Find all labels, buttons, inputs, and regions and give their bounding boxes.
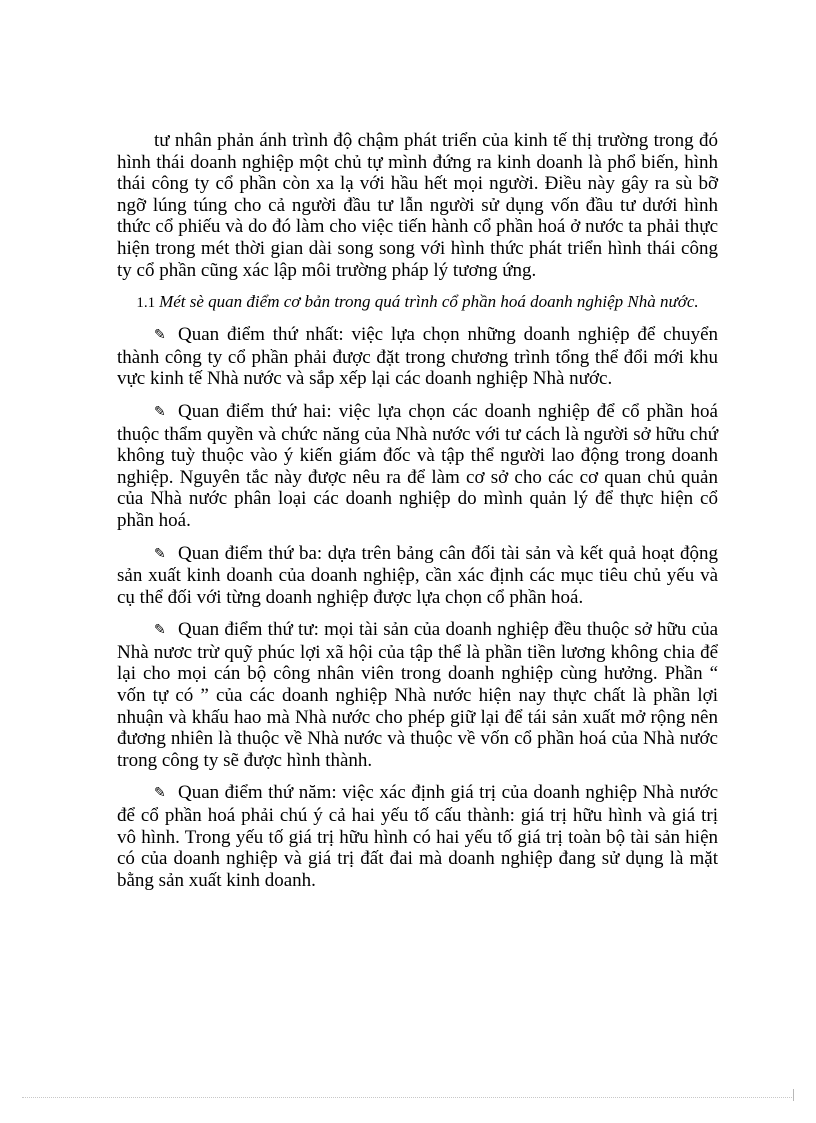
bullet-paragraph-3: [117, 543, 718, 609]
bullet-paragraph-4: [117, 619, 718, 771]
pencil-icon: ✎: [154, 623, 166, 639]
pencil-icon: ✎: [154, 328, 166, 344]
bullet-text: Quan điểm thứ nhất: việc lựa chọn những doanh nghiệp để chuyển thành công ty cổ phần phải được đặt trong chương trình tổng thể đổi mới khu vực kinh tế Nhà nước và sắp xếp lại các doanh nghiệp Nhà nước.: [117, 324, 718, 390]
page-content: [117, 130, 718, 902]
continuation-paragraph: tư nhân phản ánh trình độ chậm phát triển của kinh tế thị trường trong đó hình thái doanh nghiệp một chủ tự mình đứng ra kinh doanh là phổ biến, hình thái công ty cổ phần còn xa lạ với hầu hết mọi người. Điều này gây ra sù bỡ ngỡ lúng túng cho cả người đầu tư lẫn người sử dụng vốn đầu tư dưới hình thức cổ phiếu và do đó làm cho việc tiến hành cổ phần hoá ở nước ta phải thực hiện trong mét thời gian dài song song với hình thức phát triển hình thái công ty cổ phần cũng xác lập môi trường pháp lý tương ứng.: [117, 130, 718, 281]
bullet-text: Quan điểm thứ ba: dựa trên bảng cân đối tài sản và kết quả hoạt động sản xuất kinh doanh của doanh nghiệp, cần xác định các mục tiêu chủ yếu và cụ thể đối với từng doanh nghiệp được lựa chọn cổ phần hoá.: [117, 542, 718, 608]
bullet-paragraph-2: [117, 401, 718, 532]
pencil-icon: ✎: [154, 786, 166, 802]
bullet-paragraph-5: [117, 782, 718, 891]
pencil-icon: ✎: [154, 546, 166, 562]
page-footer-divider: [22, 1097, 794, 1098]
bullet-text: Quan điểm thứ tư: mọi tài sản của doanh nghiệp đều thuộc sở hữu của Nhà nươc trừ quỹ phúc lợi xã hội của tập thể là phần tiền lương không chia để lại cho mọi cán bộ công nhân viên trong doanh nghiệp cùng hưởng. Phần “ vốn tự có ” của các doanh nghiệp Nhà nước hiện nay thực chất là phần lợi nhuận và khấu hao mà Nhà nước cho phép giữ lại để tái sản xuất mở rộng nên đương nhiên là thuộc về Nhà nước và thuộc về vốn cổ phần hoá của Nhà nước trong công ty sẽ được hình thành.: [117, 619, 718, 771]
page-corner-mark: [793, 1089, 794, 1101]
section-title: Mét sè quan điểm cơ bản trong quá trình cổ phần hoá doanh nghiệp Nhà nước.: [159, 292, 699, 312]
bullet-text: Quan điểm thứ năm: việc xác định giá trị của doanh nghiệp Nhà nước để cổ phần hoá phải chú ý cả hai yếu tố cấu thành: giá trị hữu hình và giá trị vô hình. Trong yếu tố giá trị hữu hình có hai yếu tố giá trị toàn bộ tài sản hiện có của doanh nghiệp và giá trị đất đai mà doanh nghiệp đang sử dụng là mặt bằng sản xuất kinh doanh.: [117, 782, 718, 891]
pencil-icon: ✎: [154, 404, 166, 420]
bullet-text: Quan điểm thứ hai: việc lựa chọn các doanh nghiệp để cổ phần hoá thuộc thẩm quyền và chức năng của Nhà nước với tư cách là người sở hữu chứ không tuỳ thuộc vào ý kiến giám đốc và tập thể người lao động trong doanh nghiệp. Nguyên tắc này được nêu ra để làm cơ sở cho các cơ quan chủ quản của Nhà nước phân loại các doanh nghiệp do mình quản lý để thực hiện cổ phần hoá.: [117, 400, 718, 531]
section-heading: [117, 292, 718, 313]
section-number: 1.1: [136, 295, 156, 312]
bullet-paragraph-1: [117, 324, 718, 390]
